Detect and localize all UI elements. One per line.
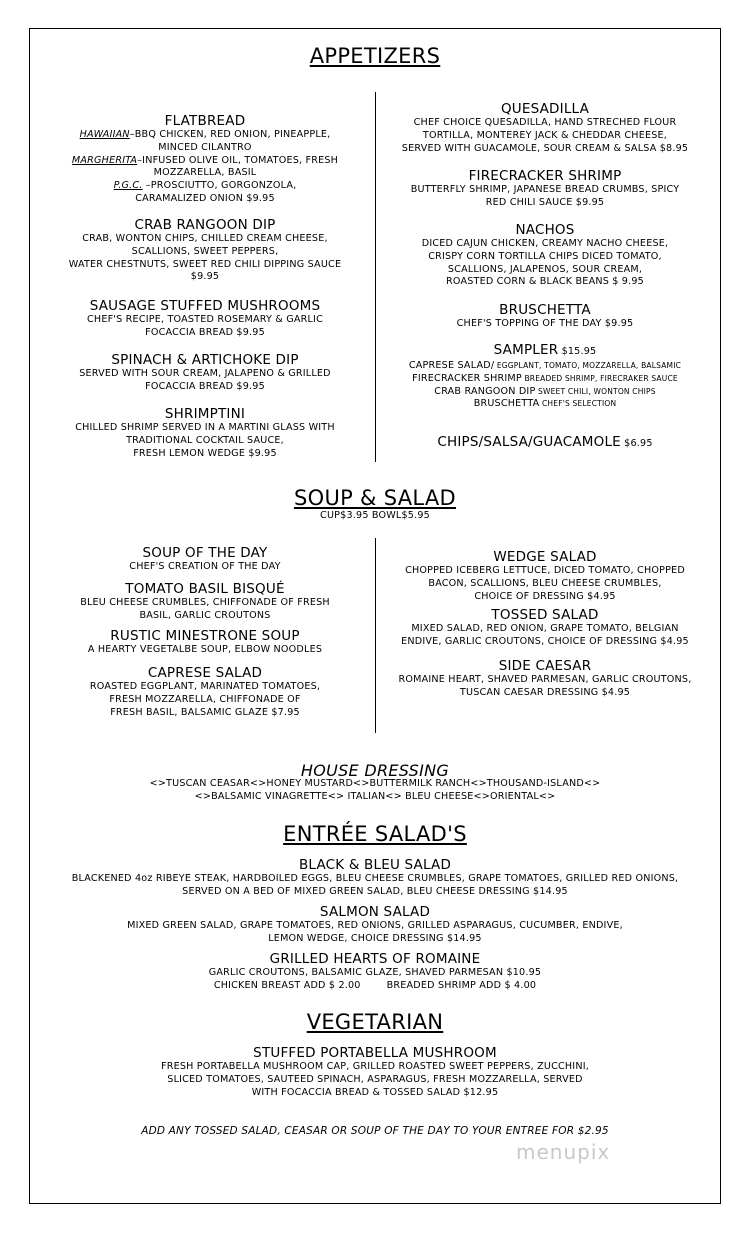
- house-dressing-line: <>TUSCAN CEASAR<>HONEY MUSTARD<>BUTTERMILK RANCH<>THOUSAND-ISLAND<>: [149, 778, 601, 789]
- item-name: TOSSED SALAD: [491, 607, 599, 623]
- chips-item: CHIPS/SALSA/GUACAMOLE $6.95: [437, 434, 653, 450]
- appetizers-divider: [375, 92, 376, 462]
- flatbread-pgc: P.G.C. –PROSCIUTTO, GORGONZOLA,: [113, 180, 297, 192]
- sampler-line: BRUSCHETTA CHEF'S SELECTION: [473, 398, 617, 410]
- item-desc: FRESH MOZZARELLA, CHIFFONADE OF: [109, 693, 301, 705]
- item-desc: WITH FOCACCIA BREAD & TOSSED SALAD $12.95: [251, 1086, 499, 1098]
- item-desc: BACON, SCALLIONS, BLEU CHEESE CRUMBLES,: [428, 577, 662, 589]
- bisque-item: [40, 581, 370, 623]
- item-desc: BLACKENED 4oz RIBEYE STEAK, HARDBOILED EGGS, BLEU CHEESE CRUMBLES, GRAPE TOMATOES, GRILLED RED ONIONS,: [71, 873, 679, 884]
- item-desc: RED CHILI SAUCE $9.95: [485, 196, 605, 208]
- item-name: RUSTIC MINESTRONE SOUP: [110, 628, 300, 644]
- item-name: CRAB RANGOON DIP: [134, 217, 276, 233]
- item-name: TOMATO BASIL BISQUÉ: [125, 581, 285, 597]
- item-name: BLACK & BLEU SALAD: [298, 857, 452, 873]
- shrimptini-item: [40, 406, 370, 460]
- item-name: GRILLED HEARTS OF ROMAINE: [269, 951, 481, 967]
- item-desc: GARLIC CROUTONS, BALSAMIC GLAZE, SHAVED PARMESAN $10.95: [208, 967, 542, 978]
- item-desc: CHOICE OF DRESSING $4.95: [474, 590, 616, 602]
- nachos-item: [380, 222, 710, 289]
- item-desc: MIXED SALAD, RED ONION, GRAPE TOMATO, BELGIAN: [411, 623, 679, 634]
- item-desc: BUTTERFLY SHRIMP, JAPANESE BREAD CRUMBS, SPICY: [410, 184, 680, 195]
- salmon-item: [30, 904, 720, 946]
- item-name: SHRIMPTINI: [164, 406, 246, 422]
- house-dressing-line: <>BALSAMIC VINAGRETTE<> ITALIAN<> BLEU CHEESE<>ORIENTAL<>: [194, 791, 556, 802]
- sampler-line: CRAB RANGOON DIP SWEET CHILI, WONTON CHIPS: [434, 385, 656, 397]
- item-desc: FOCACCIA BREAD $9.95: [145, 326, 265, 338]
- item-desc: CARAMALIZED ONION $9.95: [135, 192, 275, 204]
- item-desc: CHOPPED ICEBERG LETTUCE, DICED TOMATO, CHOPPED: [405, 565, 685, 576]
- item-name: WEDGE SALAD: [493, 549, 597, 565]
- item-desc: CHEF CHOICE QUESADILLA, HAND STRECHED FLOUR: [413, 117, 677, 128]
- item-desc: ROASTED CORN & BLACK BEANS $ 9.95: [446, 276, 644, 288]
- item-desc: TUSCAN CAESAR DRESSING $4.95: [459, 686, 631, 698]
- item-desc: ENDIVE, GARLIC CROUTONS, CHOICE OF DRESSING $4.95: [401, 635, 689, 647]
- flatbread-item: [40, 113, 370, 206]
- item-desc: SCALLIONS, JALAPENOS, SOUR CREAM,: [447, 263, 643, 275]
- romaine-item: [30, 951, 720, 993]
- sampler-line: CAPRESE SALAD/ EGGPLANT, TOMATO, MOZZARELLA, BALSAMIC: [408, 360, 682, 371]
- sampler-heading: SAMPLER $15.95: [493, 342, 597, 358]
- flatbread-margherita: MARGHERITA–INFUSED OLIVE OIL, TOMATOES, FRESH: [71, 154, 339, 166]
- item-name: SALMON SALAD: [319, 904, 431, 920]
- item-desc: FRESH BASIL, BALSAMIC GLAZE $7.95: [110, 706, 300, 718]
- item-name: NACHOS: [515, 222, 575, 238]
- black-bleu-item: [30, 857, 720, 899]
- house-dressing-heading: HOUSE DRESSING: [300, 761, 450, 780]
- item-desc: BASIL, GARLIC CROUTONS: [139, 609, 271, 621]
- item-name: FIRECRACKER SHRIMP: [468, 168, 622, 184]
- item-desc: TRADITIONAL COCKTAIL SAUCE,: [126, 434, 284, 446]
- portabella-item: [30, 1045, 720, 1099]
- item-name: SAUSAGE STUFFED MUSHROOMS: [89, 298, 321, 314]
- wedge-item: [380, 549, 710, 603]
- item-desc: TORTILLA, MONTEREY JACK & CHEDDAR CHEESE,: [422, 129, 668, 141]
- watermark-logo: menupix: [516, 1140, 611, 1164]
- spinach-dip-item: [40, 352, 370, 394]
- item-desc: A HEARTY VEGETALBE SOUP, ELBOW NOODLES: [87, 644, 323, 655]
- entree-salads-heading: ENTRÉE SALAD'S: [283, 822, 467, 846]
- item-desc: WATER CHESTNUTS, SWEET RED CHILI DIPPING SAUCE: [68, 258, 342, 270]
- item-desc: BLEU CHEESE CRUMBLES, CHIFFONADE OF FRESH: [80, 597, 330, 608]
- appetizers-heading: APPETIZERS: [309, 44, 441, 68]
- soup-day-item: [40, 545, 370, 574]
- firecracker-item: [380, 168, 710, 210]
- item-desc: ROASTED EGGPLANT, MARINATED TOMATOES,: [89, 681, 321, 692]
- sampler-line: FIRECRACKER SHRIMP BREADED SHRIMP, FIRECRAKER SAUCE: [412, 372, 678, 384]
- item-desc: MOZZARELLA, BASIL: [153, 167, 257, 179]
- item-desc: MIXED GREEN SALAD, GRAPE TOMATOES, RED ONIONS, GRILLED ASPARAGUS, CUCUMBER, ENDIVE,: [127, 920, 623, 931]
- item-desc: FRESH PORTABELLA MUSHROOM CAP, GRILLED ROASTED SWEET PEPPERS, ZUCCHINI,: [160, 1061, 589, 1072]
- item-name: BRUSCHETTA: [499, 302, 591, 318]
- item-desc: FRESH LEMON WEDGE $9.95: [133, 447, 277, 459]
- footer-note: ADD ANY TOSSED SALAD, CEASAR OR SOUP OF THE DAY TO YOUR ENTREE FOR $2.95: [141, 1125, 609, 1137]
- item-name: FLATBREAD: [164, 113, 246, 129]
- caesar-item: [380, 658, 710, 700]
- item-desc: SERVED WITH SOUR CREAM, JALAPENO & GRILLED: [79, 368, 331, 379]
- minestrone-item: [40, 628, 370, 657]
- item-desc: DICED CAJUN CHICKEN, CREAMY NACHO CHEESE,: [421, 238, 669, 249]
- item-desc: CHILLED SHRIMP SERVED IN A MARTINI GLASS WITH: [75, 422, 335, 433]
- item-name: QUESADILLA: [500, 101, 590, 117]
- item-desc: CHEF'S TOPPING OF THE DAY $9.95: [456, 318, 634, 329]
- item-name: SOUP OF THE DAY: [142, 545, 268, 561]
- item-desc: ROMAINE HEART, SHAVED PARMESAN, GARLIC CROUTONS,: [398, 674, 692, 685]
- caprese-item: [40, 665, 370, 719]
- item-name: SPINACH & ARTICHOKE DIP: [111, 352, 299, 368]
- bruschetta-item: [380, 302, 710, 331]
- item-desc: CRISPY CORN TORTILLA CHIPS DICED TOMATO,: [428, 250, 662, 262]
- item-name: STUFFED PORTABELLA MUSHROOM: [253, 1045, 497, 1061]
- soup-prices: CUP$3.95 BOWL$5.95: [320, 510, 430, 521]
- item-desc: CHEF'S CREATION OF THE DAY: [129, 561, 281, 572]
- item-desc: CHEF'S RECIPE, TOASTED ROSEMARY & GARLIC: [87, 314, 323, 325]
- soup-salad-heading: SOUP & SALAD: [293, 486, 457, 510]
- item-desc: SLICED TOMATOES, SAUTEED SPINACH, ASPARAGUS, FRESH MOZZARELLA, SERVED: [167, 1073, 583, 1085]
- romaine-addons: CHICKEN BREAST ADD $ 2.00 BREADED SHRIMP ADD $ 4.00: [213, 979, 537, 991]
- item-name: CAPRESE SALAD: [147, 665, 263, 681]
- item-name: SIDE CAESAR: [498, 658, 592, 674]
- sampler-item: [380, 342, 710, 411]
- vegetarian-heading: VEGETARIAN: [306, 1010, 444, 1034]
- item-price: $9.95: [190, 271, 220, 283]
- item-desc: CRAB, WONTON CHIPS, CHILLED CREAM CHEESE,: [82, 233, 328, 244]
- item-desc: LEMON WEDGE, CHOICE DRESSING $14.95: [268, 932, 482, 944]
- mushrooms-item: [40, 298, 370, 340]
- item-desc: SERVED WITH GUACAMOLE, SOUR CREAM & SALSA $8.95: [401, 142, 689, 154]
- tossed-item: [380, 607, 710, 649]
- crab-dip-item: [40, 217, 370, 284]
- soup-salad-divider: [375, 538, 376, 733]
- flatbread-hawaiian: HAWAIIAN–BBQ CHICKEN, RED ONION, PINEAPPLE,: [79, 129, 331, 140]
- item-desc: SCALLIONS, SWEET PEPPERS,: [131, 245, 279, 257]
- item-desc: SERVED ON A BED OF MIXED GREEN SALAD, BLEU CHEESE DRESSING $14.95: [182, 885, 568, 897]
- item-desc: FOCACCIA BREAD $9.95: [145, 380, 265, 392]
- quesadilla-item: [380, 101, 710, 155]
- item-desc: MINCED CILANTRO: [158, 141, 252, 153]
